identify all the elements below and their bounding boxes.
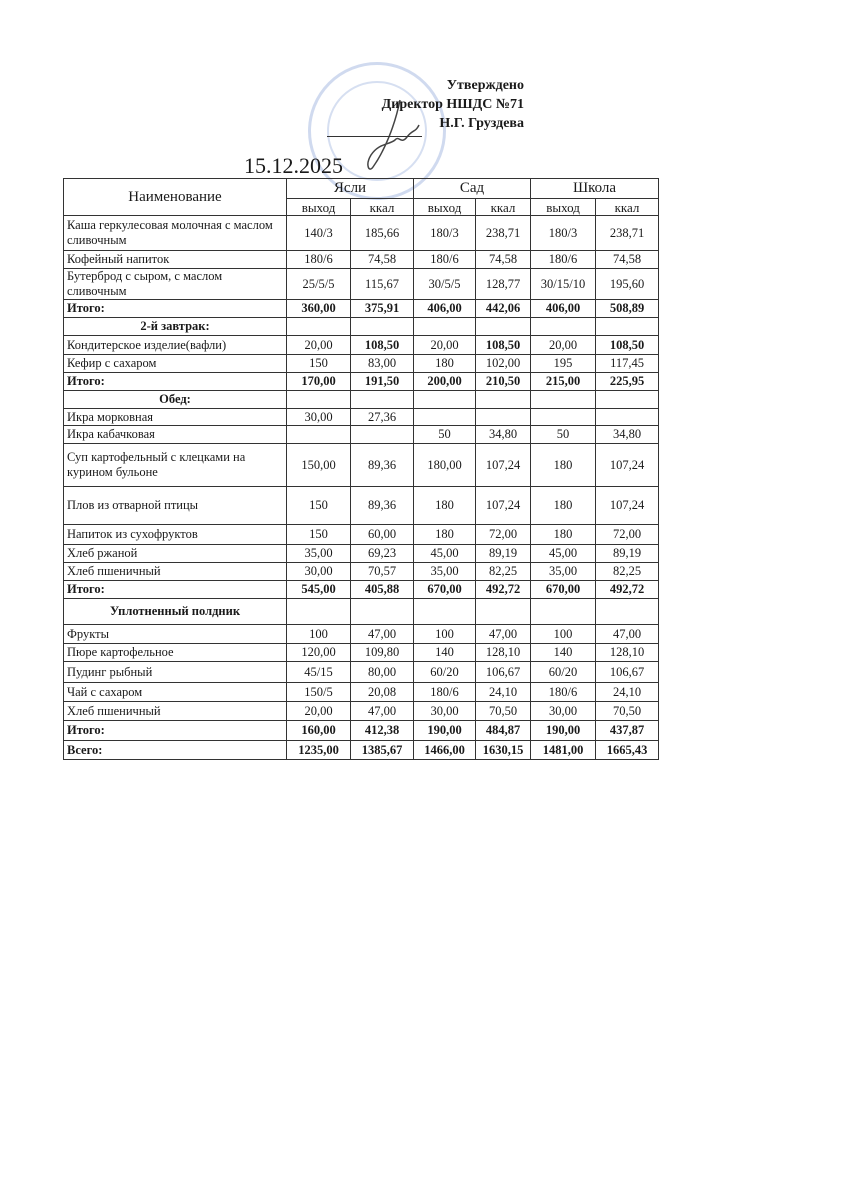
dish-name: Пюре картофельное [64,644,287,662]
yield-cell: 545,00 [287,581,351,599]
yield-cell: 406,00 [531,300,596,318]
table-row [64,216,659,251]
kcal-cell: 210,50 [476,373,531,391]
kcal-cell: 102,00 [476,355,531,373]
yield-cell: 140 [531,644,596,662]
kcal-cell: 89,36 [351,444,414,487]
kcal-cell: 74,58 [596,251,659,269]
dish-name: Плов из отварной птицы [64,487,287,525]
dish-name: Хлеб пшеничный [64,702,287,721]
dish-name: Итого: [64,581,287,599]
yield-cell: 25/5/5 [287,269,351,300]
kcal-cell [596,391,659,409]
kcal-cell: 70,57 [351,563,414,581]
kcal-cell [476,391,531,409]
yield-cell [531,391,596,409]
yield-cell: 35,00 [531,563,596,581]
kcal-cell: 70,50 [596,702,659,721]
kcal-cell: 238,71 [596,216,659,251]
subheader-kcal: ккал [476,199,531,216]
yield-cell: 150 [287,355,351,373]
yield-cell [414,391,476,409]
yield-cell [531,409,596,426]
section-row [64,318,659,336]
kcal-cell: 128,10 [596,644,659,662]
table-row [64,487,659,525]
total-row [64,581,659,599]
yield-cell: 150,00 [287,444,351,487]
yield-cell: 150 [287,487,351,525]
table-row [64,409,659,426]
subheader-yield: выход [287,199,351,216]
yield-cell [414,409,476,426]
header-row [64,179,659,199]
table-row [64,444,659,487]
kcal-cell: 484,87 [476,721,531,741]
yield-cell: 20,00 [287,336,351,355]
total-row [64,373,659,391]
yield-cell: 45,00 [414,545,476,563]
kcal-cell: 82,25 [596,563,659,581]
kcal-cell: 69,23 [351,545,414,563]
kcal-cell: 108,50 [476,336,531,355]
yield-cell: 30,00 [531,702,596,721]
kcal-cell: 1630,15 [476,741,531,760]
kcal-cell: 492,72 [476,581,531,599]
yield-cell: 160,00 [287,721,351,741]
yield-cell: 406,00 [414,300,476,318]
yield-cell: 180 [414,355,476,373]
yield-cell: 190,00 [414,721,476,741]
kcal-cell: 20,08 [351,683,414,702]
kcal-cell: 492,72 [596,581,659,599]
yield-cell: 1481,00 [531,741,596,760]
table-row [64,269,659,300]
table-row [64,702,659,721]
yield-cell [287,426,351,444]
subheader-kcal: ккал [351,199,414,216]
kcal-cell: 128,77 [476,269,531,300]
yield-cell: 140/3 [287,216,351,251]
kcal-cell: 195,60 [596,269,659,300]
table-row [64,644,659,662]
yield-cell: 215,00 [531,373,596,391]
yield-cell: 180 [531,525,596,545]
yield-cell: 180/6 [414,683,476,702]
yield-cell: 20,00 [531,336,596,355]
yield-cell: 190,00 [531,721,596,741]
dish-name: Итого: [64,721,287,741]
yield-cell: 30,00 [287,409,351,426]
kcal-cell: 442,06 [476,300,531,318]
approval-position: Директор НШДС №71 [381,97,524,112]
kcal-cell: 117,45 [596,355,659,373]
yield-cell: 180 [414,525,476,545]
kcal-cell: 27,36 [351,409,414,426]
signature-line [327,136,422,137]
yield-cell: 30,00 [287,563,351,581]
dish-name: Суп картофельный с клецками на курином бульоне [64,444,287,487]
dish-name: Каша геркулесовая молочная с маслом сливочным [64,216,287,251]
yield-cell: 180 [531,487,596,525]
yield-cell: 195 [531,355,596,373]
dish-name: Кефир с сахаром [64,355,287,373]
kcal-cell [476,318,531,336]
menu-date: 15.12.2025 [244,153,343,178]
yield-cell: 670,00 [531,581,596,599]
kcal-cell: 1665,43 [596,741,659,760]
kcal-cell: 47,00 [351,702,414,721]
yield-cell: 30,00 [414,702,476,721]
yield-cell: 50 [531,426,596,444]
subheader-kcal: ккал [596,199,659,216]
yield-cell: 150/5 [287,683,351,702]
yield-cell: 360,00 [287,300,351,318]
kcal-cell [351,318,414,336]
kcal-cell [476,599,531,625]
dish-name: Всего: [64,741,287,760]
dish-name: Уплотненный полдник [64,599,287,625]
section-row [64,391,659,409]
table-row [64,662,659,683]
kcal-cell: 412,38 [351,721,414,741]
kcal-cell: 89,19 [596,545,659,563]
kcal-cell: 128,10 [476,644,531,662]
kcal-cell [596,599,659,625]
kcal-cell [476,409,531,426]
table-row [64,336,659,355]
kcal-cell: 24,10 [476,683,531,702]
kcal-cell: 106,67 [596,662,659,683]
kcal-cell [596,318,659,336]
kcal-cell: 108,50 [351,336,414,355]
kcal-cell: 47,00 [351,625,414,644]
kcal-cell: 508,89 [596,300,659,318]
approval-signatory: Н.Г. Груздева [439,116,524,131]
kcal-cell: 47,00 [596,625,659,644]
dish-name: Хлеб пшеничный [64,563,287,581]
kcal-cell: 83,00 [351,355,414,373]
table-row [64,683,659,702]
total-row [64,741,659,760]
kcal-cell: 24,10 [596,683,659,702]
yield-cell: 100 [287,625,351,644]
yield-cell: 150 [287,525,351,545]
dish-name: Итого: [64,373,287,391]
yield-cell: 30/5/5 [414,269,476,300]
kcal-cell: 115,67 [351,269,414,300]
yield-cell: 140 [414,644,476,662]
yield-cell: 100 [414,625,476,644]
yield-cell: 180/6 [287,251,351,269]
header-name: Наименование [64,179,287,216]
yield-cell: 180/3 [531,216,596,251]
kcal-cell [351,426,414,444]
dish-name: Хлеб ржаной [64,545,287,563]
kcal-cell: 34,80 [476,426,531,444]
kcal-cell: 185,66 [351,216,414,251]
header-group-nursery: Ясли [287,179,414,199]
kcal-cell: 106,67 [476,662,531,683]
dish-name: Чай с сахаром [64,683,287,702]
approval-title: Утверждено [446,78,524,93]
total-row [64,300,659,318]
yield-cell: 35,00 [414,563,476,581]
kcal-cell: 34,80 [596,426,659,444]
yield-cell: 180/6 [414,251,476,269]
dish-name: Кофейный напиток [64,251,287,269]
kcal-cell: 70,50 [476,702,531,721]
kcal-cell: 107,24 [476,487,531,525]
yield-cell [414,318,476,336]
table-row [64,625,659,644]
table-row [64,545,659,563]
dish-name: Итого: [64,300,287,318]
yield-cell: 20,00 [414,336,476,355]
subheader-yield: выход [531,199,596,216]
kcal-cell: 191,50 [351,373,414,391]
yield-cell [531,599,596,625]
kcal-cell: 375,91 [351,300,414,318]
yield-cell: 670,00 [414,581,476,599]
header-group-kindergarten: Сад [414,179,531,199]
yield-cell: 180 [414,487,476,525]
yield-cell: 100 [531,625,596,644]
dish-name: Напиток из сухофруктов [64,525,287,545]
dish-name: Кондитерское изделие(вафли) [64,336,287,355]
yield-cell [531,318,596,336]
yield-cell: 45,00 [531,545,596,563]
kcal-cell: 72,00 [596,525,659,545]
kcal-cell [351,391,414,409]
yield-cell: 180 [531,444,596,487]
kcal-cell: 82,25 [476,563,531,581]
yield-cell: 180,00 [414,444,476,487]
kcal-cell [351,599,414,625]
table-row [64,251,659,269]
kcal-cell: 74,58 [351,251,414,269]
section-row [64,599,659,625]
yield-cell: 35,00 [287,545,351,563]
subheader-yield: выход [414,199,476,216]
kcal-cell: 107,24 [596,444,659,487]
yield-cell: 45/15 [287,662,351,683]
dish-name: Пудинг рыбный [64,662,287,683]
yield-cell [287,318,351,336]
kcal-cell: 60,00 [351,525,414,545]
yield-cell: 180/6 [531,251,596,269]
kcal-cell: 80,00 [351,662,414,683]
dish-name: Обед: [64,391,287,409]
yield-cell: 200,00 [414,373,476,391]
yield-cell: 30/15/10 [531,269,596,300]
yield-cell [287,391,351,409]
table-row [64,525,659,545]
kcal-cell: 225,95 [596,373,659,391]
table-row [64,563,659,581]
yield-cell: 120,00 [287,644,351,662]
table-row [64,355,659,373]
total-row [64,721,659,741]
kcal-cell: 89,36 [351,487,414,525]
table-row [64,426,659,444]
kcal-cell: 72,00 [476,525,531,545]
yield-cell: 170,00 [287,373,351,391]
kcal-cell: 107,24 [596,487,659,525]
kcal-cell: 1385,67 [351,741,414,760]
header-group-school: Школа [531,179,659,199]
kcal-cell: 47,00 [476,625,531,644]
yield-cell: 1466,00 [414,741,476,760]
kcal-cell: 109,80 [351,644,414,662]
yield-cell: 20,00 [287,702,351,721]
kcal-cell: 437,87 [596,721,659,741]
kcal-cell: 238,71 [476,216,531,251]
dish-name: Фрукты [64,625,287,644]
yield-cell: 50 [414,426,476,444]
kcal-cell: 89,19 [476,545,531,563]
yield-cell [414,599,476,625]
yield-cell [287,599,351,625]
kcal-cell: 108,50 [596,336,659,355]
kcal-cell [596,409,659,426]
approval-block [330,76,524,133]
dish-name: Икра кабачковая [64,426,287,444]
yield-cell: 180/6 [531,683,596,702]
yield-cell: 60/20 [414,662,476,683]
yield-cell: 180/3 [414,216,476,251]
kcal-cell: 74,58 [476,251,531,269]
dish-name: Икра морковная [64,409,287,426]
yield-cell: 60/20 [531,662,596,683]
dish-name: 2-й завтрак: [64,318,287,336]
menu-table [63,178,659,760]
kcal-cell: 405,88 [351,581,414,599]
yield-cell: 1235,00 [287,741,351,760]
dish-name: Бутерброд с сыром, с маслом сливочным [64,269,287,300]
kcal-cell: 107,24 [476,444,531,487]
